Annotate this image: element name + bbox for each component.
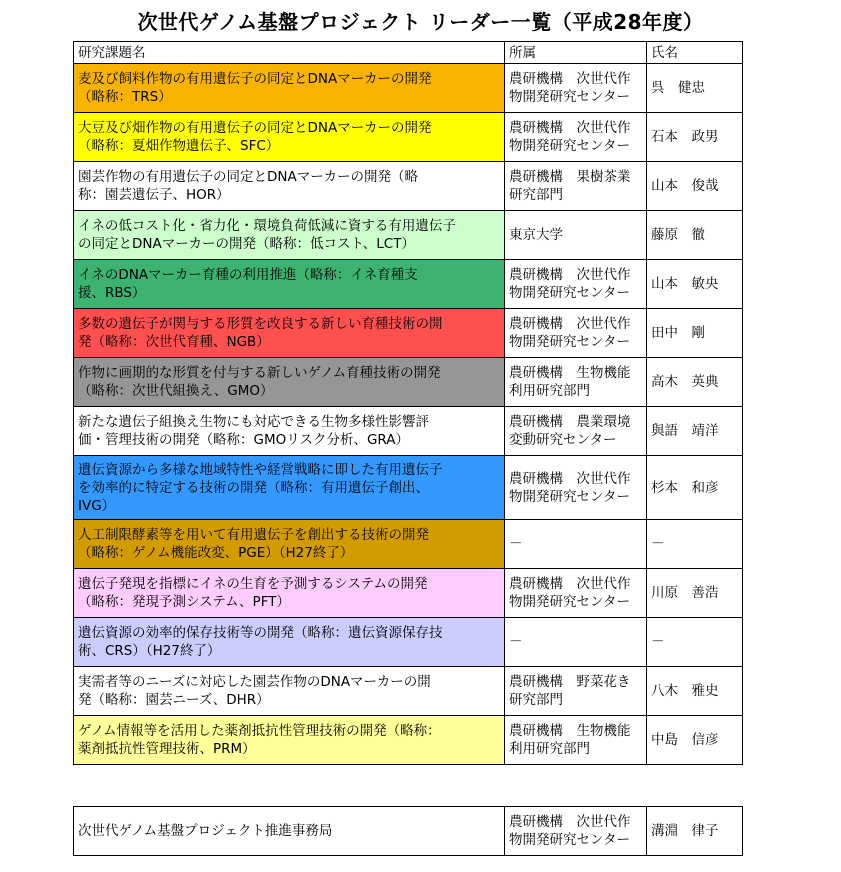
project-text: を効率的に特定する技術の開発（略称：有用遺伝子創出、 (78, 479, 429, 496)
project-text: 価・管理技術の開発（略称：GMOリスク分析、GRA） (78, 432, 409, 448)
affiliation-text: 研究部門 (509, 692, 563, 708)
affiliation-text: 農研機構 次世代作 (509, 71, 631, 87)
project-text: 新たな遺伝子組換え生物にも対応できる生物多様性影響評 (78, 414, 429, 430)
affiliation-text: 物開発研究センター (509, 285, 630, 301)
affiliation-text: 農研機構 農業環境 (509, 414, 631, 430)
table-row (74, 569, 743, 618)
affiliation-cell (505, 618, 647, 667)
project-cell (74, 456, 505, 520)
page-title: 次世代ゲノム基盤プロジェクト リーダー一覧（平成28年度） (137, 10, 704, 34)
project-text: 園芸作物の有用遺伝子の同定とDNAマーカーの開発（略 (78, 169, 418, 185)
leader-name: 山本 俊哉 (647, 162, 743, 211)
affiliation-text: － (509, 536, 523, 552)
affiliation-cell (505, 309, 647, 358)
table-row (74, 64, 743, 113)
affiliation-cell (505, 667, 647, 716)
project-cell (74, 64, 505, 113)
affiliation-text: 物開発研究センター (509, 488, 630, 505)
office-affiliation-line1: 農研機構 次世代作 (509, 814, 631, 830)
project-text: イネの低コスト化・省力化・環境負荷低減に資する有用遺伝子 (78, 218, 456, 234)
project-text: 発（略称：次世代育種、NGB） (78, 334, 270, 350)
project-text: 人工制限酵素等を用いて有用遺伝子を創出する技術の開発 (78, 527, 429, 543)
affiliation-text: 農研機構 生物機能 (509, 365, 631, 381)
table-row (74, 113, 743, 162)
office-affiliation-line2: 物開発研究センター (509, 832, 630, 848)
leader-name: 杉本 和彦 (647, 456, 743, 520)
project-text: 多数の遺伝子が関与する形質を改良する新しい育種技術の開 (78, 316, 443, 332)
affiliation-text: － (509, 634, 523, 650)
affiliation-text: 変動研究センター (509, 432, 617, 448)
project-cell (74, 520, 505, 569)
affiliation-cell (505, 162, 647, 211)
affiliation-cell (505, 520, 647, 569)
affiliation-text: 研究部門 (509, 187, 563, 203)
affiliation-cell (505, 211, 647, 260)
affiliation-text: 農研機構 次世代作 (509, 470, 631, 487)
affiliation-text: 農研機構 次世代作 (509, 576, 631, 592)
affiliation-cell (505, 716, 647, 765)
affiliation-text: 農研機構 次世代作 (509, 316, 631, 332)
project-text: （略称：夏畑作物遺伝子、SFC） (78, 138, 280, 154)
office-row (74, 807, 743, 856)
leader-name: 石本 政男 (647, 113, 743, 162)
project-cell (74, 667, 505, 716)
table-row (74, 260, 743, 309)
affiliation-text: 物開発研究センター (509, 138, 630, 154)
leader-name: 八木 雅史 (647, 667, 743, 716)
affiliation-cell (505, 456, 647, 520)
affiliation-text: 農研機構 野菜花き (509, 674, 631, 690)
table-row (74, 162, 743, 211)
table-row (74, 407, 743, 456)
leader-name: 高木 英典 (647, 358, 743, 407)
leader-name: － (647, 618, 743, 667)
office-name: 溝淵 律子 (647, 807, 743, 856)
project-text: イネのDNAマーカー育種の利用推進（略称：イネ育種支 (78, 267, 418, 283)
affiliation-text: 農研機構 果樹茶業 (509, 169, 631, 185)
affiliation-text: 物開発研究センター (509, 89, 630, 105)
affiliation-cell (505, 407, 647, 456)
leader-name: 與語 靖洋 (647, 407, 743, 456)
leader-name: 呉 健忠 (647, 64, 743, 113)
table-row (74, 456, 743, 520)
project-text: （略称：次世代組換え、GMO） (78, 383, 274, 399)
table-row (74, 520, 743, 569)
header-project: 研究課題名 (74, 42, 505, 64)
project-cell (74, 569, 505, 618)
project-text: 実需者等のニーズに対応した園芸作物のDNAマーカーの開 (78, 674, 431, 690)
table-header-row (74, 42, 743, 64)
leader-name: － (647, 520, 743, 569)
project-cell (74, 260, 505, 309)
affiliation-text: 農研機構 生物機能 (509, 723, 631, 739)
affiliation-cell (505, 569, 647, 618)
project-text: 薬剤抵抗性管理技術、PRM） (78, 741, 256, 757)
affiliation-cell (505, 64, 647, 113)
project-text: 作物に画期的な形質を付与する新しいゲノム育種技術の開発 (78, 365, 441, 381)
project-text: （略称：ゲノム機能改変、PGE）（H27終了） (78, 545, 354, 561)
table-row (74, 716, 743, 765)
leader-name: 田中 剛 (647, 309, 743, 358)
project-cell (74, 113, 505, 162)
project-text: 遺伝資源の効率的保存技術等の開発（略称：遺伝資源保存技 (78, 625, 443, 641)
project-text: 麦及び飼料作物の有用遺伝子の同定とDNAマーカーの開発 (78, 71, 432, 87)
table-row (74, 358, 743, 407)
affiliation-text: 東京大学 (509, 227, 563, 243)
table-row (74, 667, 743, 716)
affiliation-cell (505, 260, 647, 309)
affiliation-text: 利用研究部門 (509, 383, 590, 399)
table-row (74, 618, 743, 667)
leader-name: 山本 敏央 (647, 260, 743, 309)
project-text: 術、CRS）（H27終了） (78, 643, 221, 659)
affiliation-text: 農研機構 次世代作 (509, 120, 631, 136)
project-text: ゲノム情報等を活用した薬剤抵抗性管理技術の開発（略称： (78, 723, 441, 739)
affiliation-cell (505, 358, 647, 407)
affiliation-text: 物開発研究センター (509, 334, 630, 350)
project-cell (74, 211, 505, 260)
project-text: IVG） (78, 497, 116, 514)
header-affiliation: 所属 (505, 42, 647, 64)
header-name: 氏名 (647, 42, 743, 64)
project-cell (74, 407, 505, 456)
project-cell (74, 309, 505, 358)
project-cell (74, 618, 505, 667)
project-cell (74, 358, 505, 407)
project-text: の同定とDNAマーカーの開発（略称：低コスト、LCT） (78, 236, 415, 252)
office-project: 次世代ゲノム基盤プロジェクト推進事務局 (74, 807, 505, 856)
table-row (74, 309, 743, 358)
office-table (73, 806, 743, 856)
project-text: （略称：TRS） (78, 89, 172, 105)
leader-name: 藤原 徹 (647, 211, 743, 260)
project-cell (74, 716, 505, 765)
affiliation-text: 利用研究部門 (509, 741, 590, 757)
leader-table (73, 41, 743, 765)
table-row (74, 211, 743, 260)
office-affiliation (505, 807, 647, 856)
project-text: （略称：発現予測システム、PFT） (78, 594, 290, 610)
leader-name: 中島 信彦 (647, 716, 743, 765)
project-text: 援、RBS） (78, 285, 146, 301)
leader-name: 川原 善浩 (647, 569, 743, 618)
project-cell (74, 162, 505, 211)
affiliation-text: 物開発研究センター (509, 594, 630, 610)
project-text: 大豆及び畑作物の有用遺伝子の同定とDNAマーカーの開発 (78, 120, 432, 136)
project-text: 発（略称：園芸ニーズ、DHR） (78, 692, 270, 708)
project-text: 遺伝資源から多様な地域特性や経営戦略に即した有用遺伝子 (78, 461, 443, 478)
project-text: 称：園芸遺伝子、HOR） (78, 187, 230, 203)
affiliation-text: 農研機構 次世代作 (509, 267, 631, 283)
project-text: 遺伝子発現を指標にイネの生育を予測するシステムの開発 (78, 576, 428, 592)
affiliation-cell (505, 113, 647, 162)
